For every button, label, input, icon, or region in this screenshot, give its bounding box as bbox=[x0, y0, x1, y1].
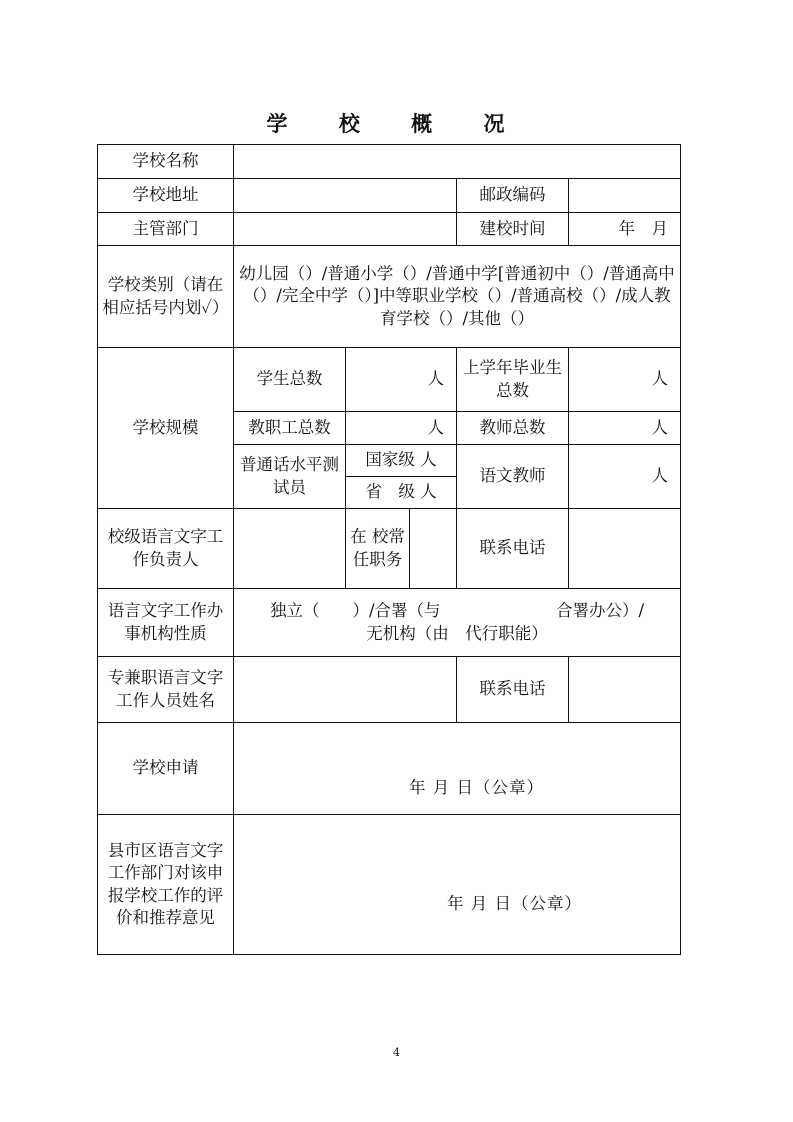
county-opinion-field[interactable] bbox=[234, 815, 681, 955]
leader-phone-field[interactable] bbox=[569, 509, 681, 589]
school-type-options[interactable]: 幼儿园（）/普通小学（）/普通中学[普通初中（）/普通高中（）/完全中学（）]中等职业学校（）/普通高校（）/成人教育学校（）/其他（） bbox=[234, 246, 681, 348]
row-language-leader bbox=[98, 509, 681, 589]
application-date: 年 月 日（公章） bbox=[409, 778, 544, 797]
duty-label: 在 校常 任职务 bbox=[346, 509, 410, 589]
office-nature-line2: 无机构（由 代行职能） bbox=[366, 623, 548, 643]
school-overview-form bbox=[97, 144, 681, 955]
school-address-field[interactable] bbox=[234, 179, 457, 213]
teachers-label: 教师总数 bbox=[457, 412, 569, 445]
row-school-address bbox=[98, 179, 681, 213]
leader-label: 校级语言文字工作负责人 bbox=[98, 509, 234, 589]
county-opinion-label: 县市区语言文字工作部门对该申报学校工作的评价和推荐意见 bbox=[98, 815, 234, 955]
office-nature-label: 语言文字工作办事机构性质 bbox=[98, 589, 234, 657]
founding-time-label: 建校时间 bbox=[457, 213, 569, 246]
scale-label: 学校规模 bbox=[98, 348, 234, 509]
row-scale-students bbox=[98, 348, 681, 412]
office-nature-field[interactable] bbox=[234, 589, 681, 657]
row-authority bbox=[98, 213, 681, 246]
teachers-field[interactable]: 人 bbox=[569, 412, 681, 445]
graduates-field[interactable]: 人 bbox=[569, 348, 681, 412]
students-field[interactable]: 人 bbox=[346, 348, 457, 412]
school-name-label: 学校名称 bbox=[98, 145, 234, 179]
provincial-label: 省 级 bbox=[365, 482, 415, 502]
postal-code-label: 邮政编码 bbox=[457, 179, 569, 213]
national-field[interactable] bbox=[346, 445, 457, 477]
founding-time-field[interactable]: 年 月 bbox=[569, 213, 681, 246]
chinese-teachers-field[interactable]: 人 bbox=[569, 445, 681, 509]
provincial-field[interactable] bbox=[346, 477, 457, 509]
office-nature-line1: 独立（ ）/合署（与 合署办公）/ bbox=[269, 601, 645, 621]
graduates-label: 上学年毕业生总数 bbox=[457, 348, 569, 412]
national-unit: 人 bbox=[420, 450, 437, 470]
staff-phone-field[interactable] bbox=[569, 657, 681, 723]
row-county-opinion bbox=[98, 815, 681, 955]
row-school-application bbox=[98, 723, 681, 815]
row-school-name bbox=[98, 145, 681, 179]
leader-phone-label: 联系电话 bbox=[457, 509, 569, 589]
staff-names-field[interactable] bbox=[234, 657, 457, 723]
duty-field[interactable] bbox=[410, 509, 457, 589]
authority-field[interactable] bbox=[234, 213, 457, 246]
row-office-nature bbox=[98, 589, 681, 657]
provincial-unit: 人 bbox=[420, 482, 437, 502]
page-number: 4 bbox=[393, 1046, 400, 1059]
students-label: 学生总数 bbox=[234, 348, 346, 412]
school-type-label: 学校类别（请在相应括号内划✓） bbox=[98, 246, 234, 348]
page-title: 学 校 概 况 bbox=[266, 111, 527, 136]
school-name-field[interactable] bbox=[234, 145, 681, 179]
application-label: 学校申请 bbox=[98, 723, 234, 815]
staff-field[interactable]: 人 bbox=[346, 412, 457, 445]
staff-names-label: 专兼职语言文字工作人员姓名 bbox=[98, 657, 234, 723]
row-staff-names bbox=[98, 657, 681, 723]
postal-code-field[interactable] bbox=[569, 179, 681, 213]
staff-label: 教职工总数 bbox=[234, 412, 346, 445]
chinese-teachers-label: 语文教师 bbox=[457, 445, 569, 509]
school-address-label: 学校地址 bbox=[98, 179, 234, 213]
application-field[interactable] bbox=[234, 723, 681, 815]
row-school-type bbox=[98, 246, 681, 348]
mandarin-label: 普通话水平测试员 bbox=[234, 445, 346, 509]
county-opinion-date: 年 月 日（公章） bbox=[447, 894, 582, 913]
authority-label: 主管部门 bbox=[98, 213, 234, 246]
national-label: 国家级 bbox=[365, 450, 415, 470]
leader-field[interactable] bbox=[234, 509, 346, 589]
staff-phone-label: 联系电话 bbox=[457, 657, 569, 723]
